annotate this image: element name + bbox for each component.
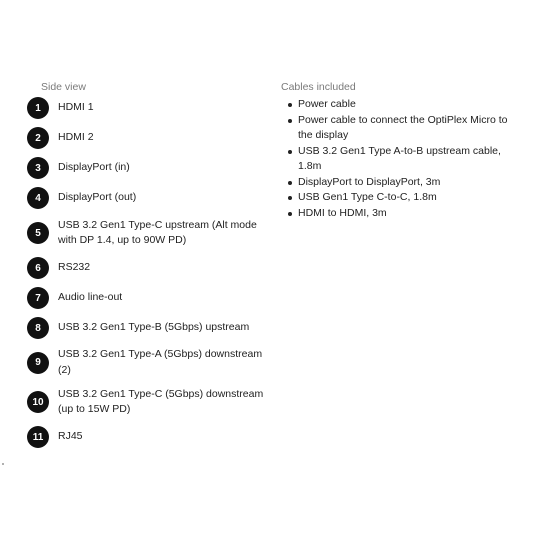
- cables-included-heading: Cables included: [281, 81, 356, 93]
- port-label: DisplayPort (out): [58, 191, 137, 204]
- port-item-10: [27, 386, 277, 418]
- port-item-11: [27, 426, 277, 448]
- port-number-badge: 11: [27, 426, 49, 448]
- port-label: HDMI 2: [58, 131, 94, 144]
- port-item-8: [27, 317, 277, 339]
- cable-list: [281, 97, 516, 221]
- port-label: USB 3.2 Gen1 Type-A (5Gbps) downstream (2): [58, 348, 263, 376]
- port-number-badge: 6: [27, 257, 49, 279]
- port-label: DisplayPort (in): [58, 161, 130, 174]
- cable-item: USB 3.2 Gen1 Type A-to-B upstream cable, 1.8m: [298, 144, 516, 175]
- port-number-badge: 5: [27, 222, 49, 244]
- port-number-badge: 2: [27, 127, 49, 149]
- side-view-heading: Side view: [41, 81, 86, 93]
- cable-item: USB Gen1 Type C-to-C, 1.8m: [298, 190, 516, 206]
- port-number-badge: 4: [27, 187, 49, 209]
- stray-dot: [2, 463, 4, 465]
- port-item-6: [27, 257, 277, 279]
- cable-item: HDMI to HDMI, 3m: [298, 206, 516, 222]
- port-number-badge: 10: [27, 391, 49, 413]
- port-label: USB 3.2 Gen1 Type-C (5Gbps) downstream (up to 15W PD): [58, 387, 264, 415]
- port-list: [27, 97, 277, 448]
- port-item-7: [27, 287, 277, 309]
- cable-item: Power cable to connect the OptiPlex Micro to the display: [298, 113, 516, 144]
- port-number-badge: 9: [27, 352, 49, 374]
- cable-item: Power cable: [298, 97, 516, 113]
- port-item-4: [27, 187, 277, 209]
- port-label: USB 3.2 Gen1 Type-C upstream (Alt mode with DP 1.4, up to 90W PD): [58, 218, 257, 246]
- port-label: RJ45: [58, 430, 83, 443]
- port-label: Audio line-out: [58, 291, 123, 304]
- port-label: USB 3.2 Gen1 Type-B (5Gbps) upstream: [58, 321, 250, 334]
- port-item-5: [27, 217, 277, 249]
- port-item-2: [27, 127, 277, 149]
- port-label: RS232: [58, 261, 91, 274]
- port-item-9: [27, 347, 277, 378]
- port-number-badge: 3: [27, 157, 49, 179]
- port-item-1: [27, 97, 277, 119]
- port-label: HDMI 1: [58, 101, 94, 114]
- port-item-3: [27, 157, 277, 179]
- cable-item: DisplayPort to DisplayPort, 3m: [298, 175, 516, 191]
- cables-included-section: [281, 80, 516, 221]
- side-view-section: [27, 80, 277, 456]
- port-number-badge: 7: [27, 287, 49, 309]
- port-number-badge: 1: [27, 97, 49, 119]
- port-number-badge: 8: [27, 317, 49, 339]
